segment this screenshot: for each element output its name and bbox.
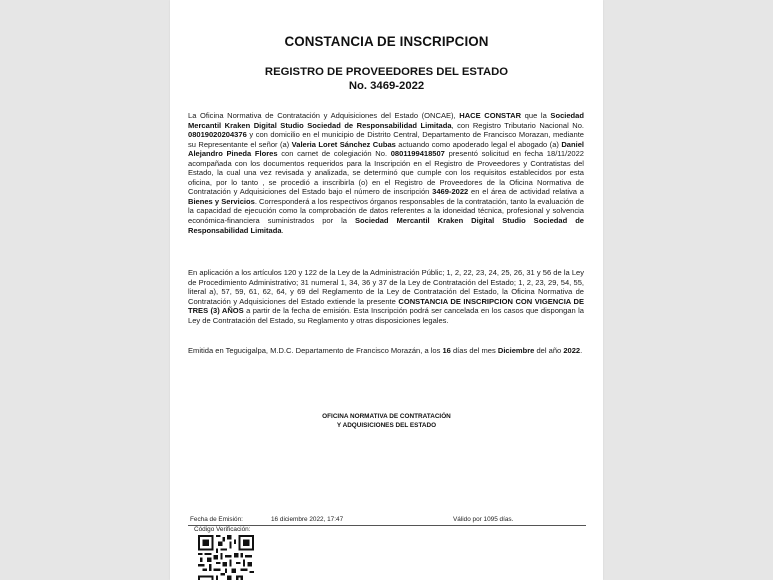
emission-date-label: Fecha de Emisión: <box>190 516 243 523</box>
certification-paragraph: La Oficina Normativa de Contratación y Adquisiciones del Estado (ONCAE), HACE CONSTAR que la Sociedad Mercantil Kraken Digital Studio Sociedad de Responsabilidad Limitada, con Registro Tributario Nacional No. 08019020204376 y con domicilio en el municipio de Distrito Central, Departamento de Francisco Morazan, mediante su Representante el señor (a) Valeria Loret Sánchez Cubas actuando como apoderado legal el abogado (a) Daniel Alejandro Pineda Flores con carnet de colegiación No. 0801199418507 presentó solicitud en fecha 18/11/2022 acompañada con los documentos requeridos para la Inscripción en el Registro de Proveedores y Contratistas del Estado, la cual una vez revisada y analizada, se determinó que cumple con los requisitos establecidos por esta oficina, por lo tanto , se procedió a inscribirla (o) en el Registro de Proveedores de la Oficina Normativa de Contratación y Adquisiciones del Estado bajo el número de inscripción 3469-2022 en el área de actividad relativa a Bienes y Servicios. Corresponderá a los respectivos órganos responsables de la contratación, tanto la evaluación de la capacidad de ejecución como la comprobación de datos referentes a la idoneidad técnica, profesional y solvencia económica-financiera suministrados por la Sociedad Mercantil Kraken Digital Studio Sociedad de Responsabilidad Limitada. <box>188 111 585 235</box>
signature-line-2: Y ADQUISICIONES DEL ESTADO <box>336 422 437 429</box>
qr-code-icon <box>198 535 254 580</box>
document-page <box>170 0 603 580</box>
validity-text: Válido por 1095 días. <box>453 516 514 523</box>
signature-line-1: OFICINA NORMATIVA DE CONTRATACIÓN <box>322 413 451 420</box>
issuance-paragraph: Emitida en Tegucigalpa, M.D.C. Departamento de Francisco Morazán, a los 16 días del mes Diciembre del año 2022. <box>188 346 583 355</box>
verification-code-label: Código Verificación: <box>194 526 251 533</box>
document-subtitle: REGISTRO DE PROVEEDORES DEL ESTADO <box>264 66 509 78</box>
emission-date-value: 16 diciembre 2022, 17:47 <box>271 516 344 523</box>
document-title: CONSTANCIA DE INSCRIPCION <box>284 34 489 49</box>
legal-basis-paragraph: En aplicación a los artículos 120 y 122 de la Ley de la Administración Públic; 1, 2, 22, 23, 24, 25, 26, 31 y 56 de la Ley de Procedimiento Administrativo; 31 numeral 1, 34, 36 y 37 de la Ley de Contratación del Estado; 1, 2, 23, 29, 54, 55, literal a), 57, 59, 61, 62, 64, y 69 del Reglamento de la Ley de Contratación del Estado, la Oficina Normativa de Contratación y Adquisiciones del Estado extiende la presente CONSTANCIA DE INSCRIPCION CON VIGENCIA DE TRES (3) AÑOS a partir de la fecha de emisión. Esta Inscripción podrá ser cancelada en los casos que dispongan la Ley de Contratación del Estado, su Reglamento y otras disposiciones legales. <box>188 268 584 325</box>
registration-number: No. 3469-2022 <box>348 80 425 92</box>
signature-block <box>170 412 603 430</box>
